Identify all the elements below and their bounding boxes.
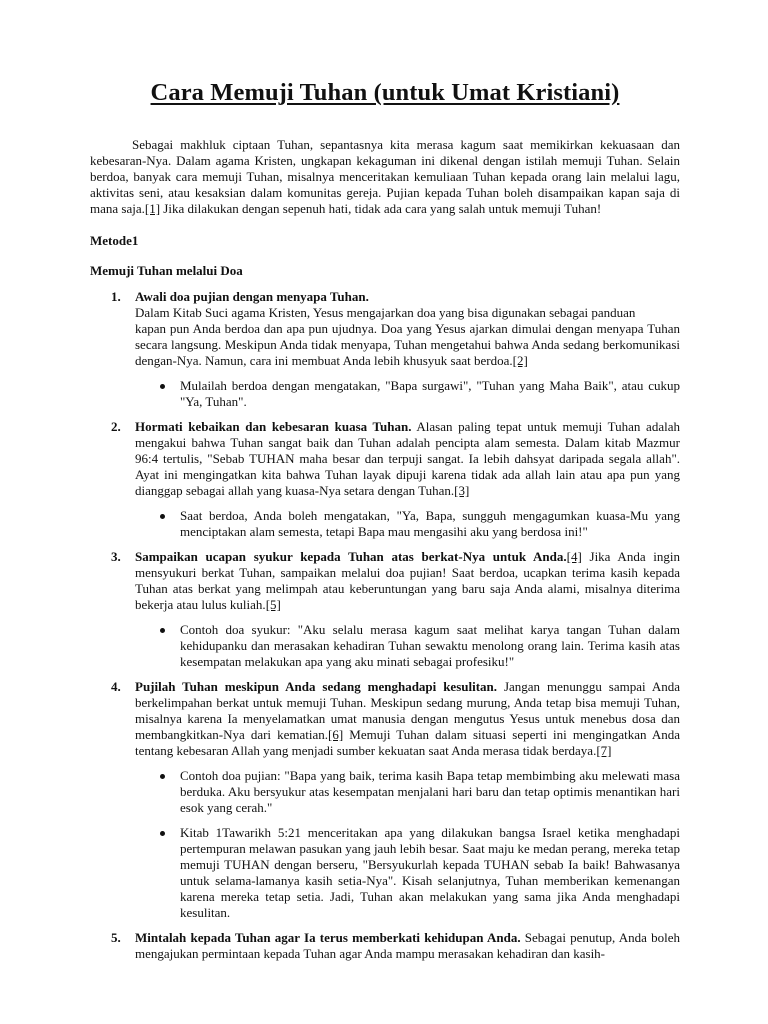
- bullet-icon: [160, 774, 165, 779]
- footnote-ref-2[interactable]: [2]: [512, 353, 528, 368]
- step-heading: Sampaikan ucapan syukur kepada Tuhan atas berkat-Nya untuk Anda.: [135, 549, 567, 564]
- footnote-ref-5[interactable]: [5]: [265, 597, 281, 612]
- step-body: Alasan paling tepat untuk memuji Tuhan adalah mengakui bahwa Tuhan sangat baik dan Tuhan adalah pencipta alam semesta. Dalam kitab Mazmur 96:4 tertulis, "Sebab TUHAN maha besar dan terpuji sangat. Ia lebih dahsyat daripada segala allah". Ayat ini mengingatkan kita bahwa Tuhan layak dipuji karena tidak ada allah lain atau apa pun yang dianggap sebagai allah yang kuasa-Nya setara dengan Tuhan.: [135, 419, 680, 498]
- bullet-icon: [160, 384, 165, 389]
- step-line: Tuhan secara langsung. Meskipun Anda tidak menyapa, Tuhan mengetahui bahwa Anda sedang: [135, 321, 680, 352]
- bullet-text: Saat berdoa, Anda boleh mengatakan, "Ya, Bapa, sungguh mengagumkan kuasa-Mu yang menciptakan alam semesta, tetapi Bapa mau mengasihi aku yang berdosa ini!": [180, 508, 680, 539]
- step-heading: Pujilah Tuhan meskipun Anda sedang menghadapi kesulitan.: [135, 679, 498, 694]
- step-heading: Mintalah kepada Tuhan agar Ia terus memberkati kehidupan Anda.: [135, 930, 521, 945]
- step-item: [90, 419, 680, 540]
- step-number: 1.: [111, 289, 121, 304]
- bullet-item: [135, 768, 680, 816]
- bullet-item: [135, 622, 680, 670]
- step-item: [90, 549, 680, 670]
- bullet-text: Contoh doa syukur: "Aku selalu merasa kagum saat melihat karya tangan Tuhan dalam kehidupanku dan merasakan kehadiran Tuhan sewaktu menolong orang lain. Terima kasih atas kesempatan melakukan apa yang aku minati sebagai profesiku!": [180, 622, 680, 669]
- bullet-text: Contoh doa pujian: "Bapa yang baik, terima kasih Bapa tetap membimbing aku melewati masa berduka. Aku bersyukur atas kesempatan menjalani hari baru dan tetap optimis menantikan hari esok yang cerah.": [180, 768, 680, 815]
- sub-list: [135, 768, 680, 921]
- bullet-text: Kitab 1Tawarikh 5:21 menceritakan apa yang dilakukan bangsa Israel ketika menghadapi pertempuran melawan pasukan yang jauh lebih besar. Saat maju ke medan perang, mereka tetap memuji TUHAN dengan berseru, "Bersyukurlah kepada TUHAN sebab Ia baik! Bahwasanya untuk selama-lamanya kasih setia-Nya". Kisah selanjutnya, Tuhan memberikan kemenangan karena mereka tetap setia. Jadi, Tuhan akan melakukan yang sama jika Anda menghadapi kesulitan.: [180, 825, 680, 920]
- bullet-text: Mulailah berdoa dengan mengatakan, "Bapa surgawi", "Tuhan yang Maha Baik", atau cukup "Ya, Tuhan".: [180, 378, 680, 409]
- step-heading: Awali doa pujian dengan menyapa Tuhan.: [135, 289, 369, 304]
- step-item: [90, 930, 680, 962]
- step-text: [135, 930, 680, 962]
- sub-list: [135, 622, 680, 670]
- footnote-ref-1[interactable]: [1]: [144, 201, 161, 216]
- sub-list: [135, 508, 680, 540]
- step-body-cont: Memuji Tuhan dalam situasi seperti ini mengingatkan Anda tentang kebesaran Allah yang menjadi sumber kekuatan saat Anda merasa tidak berdaya.: [135, 727, 680, 758]
- step-number: 2.: [111, 419, 121, 434]
- intro-paragraph: [90, 137, 680, 217]
- bullet-item: [135, 508, 680, 540]
- part-heading: Memuji Tuhan melalui Doa: [90, 263, 243, 278]
- step-body: Jangan menunggu sampai Anda berkelimpahan berkat untuk memuji Tuhan. Meskipun sedang murung, Anda tetap bisa memuji Tuhan, misalnya karena Ia menyelamatkan umat manusia dengan mengutus Yesus untuk menebus dosa dan membangkitkan-Nya dari kematian.: [135, 679, 680, 742]
- bullet-item: [135, 825, 680, 921]
- step-body: Sebagai penutup, Anda boleh mengajukan permintaan kepada Tuhan agar Anda mampu merasakan kehadiran dan kasih-: [135, 930, 680, 961]
- sub-list: [135, 378, 680, 410]
- page-title: Cara Memuji Tuhan (untuk Umat Kristiani): [150, 79, 620, 106]
- footnote-ref-7[interactable]: [7]: [596, 743, 612, 758]
- method-heading: Metode1: [90, 233, 139, 248]
- bullet-icon: [160, 628, 165, 633]
- step-line: kapan pun Anda berdoa dan apa pun ujudnya. Doa yang Yesus ajarkan dimulai dengan menyapa: [135, 321, 648, 336]
- footnote-ref-3[interactable]: [3]: [454, 483, 470, 498]
- step-item: [90, 679, 680, 921]
- bullet-icon: [160, 831, 165, 836]
- document-page: [90, 0, 680, 971]
- footnote-ref-4[interactable]: [4]: [566, 549, 582, 564]
- step-number: 4.: [111, 679, 121, 694]
- bullet-icon: [160, 514, 165, 519]
- step-text: [135, 289, 680, 369]
- intro-text-end: Jika dilakukan dengan sepenuh hati, tidak ada cara yang salah untuk memuji Tuhan!: [160, 201, 602, 216]
- step-text: [135, 419, 680, 499]
- step-text: [135, 549, 680, 613]
- bullet-item: [135, 378, 680, 410]
- step-heading: Hormati kebaikan dan kebesaran kuasa Tuhan.: [135, 419, 412, 434]
- footnote-ref-6[interactable]: [6]: [328, 727, 344, 742]
- step-text: [135, 679, 680, 759]
- step-line: berkomunikasi dengan-Nya. Namun, cara ini membuat Anda lebih khusyuk saat berdoa.: [135, 337, 680, 368]
- intro-text: Sebagai makhluk ciptaan Tuhan, sepantasnya kita merasa kagum saat memikirkan kekuasaan dan kebesaran-Nya. Dalam agama Kristen, ungkapan kekaguman ini dikenal dengan istilah memuji Tuhan. Selain berdoa, banyak cara memuji Tuhan, misalnya menceritakan kemuliaan Tuhan kepada orang lain melalui lagu, aktivitas seni, atau kesaksian dalam komunitas gereja. Pujian kepada Tuhan boleh disampaikan kapan saja di mana saja.: [90, 137, 680, 216]
- step-line: Dalam Kitab Suci agama Kristen, Yesus mengajarkan doa yang bisa digunakan sebagai panduan: [135, 305, 636, 320]
- step-number: 3.: [111, 549, 121, 564]
- steps-list: [90, 289, 680, 962]
- step-body: Jika Anda ingin mensyukuri berkat Tuhan, sampaikan melalui doa pujian! Saat berdoa, ucapkan terima kasih kepada Tuhan atas berkat yang melimpah atau keberuntungan yang baru saja Anda alami, misalnya diterima bekerja atau lulus kuliah.: [135, 549, 681, 612]
- step-number: 5.: [111, 930, 121, 945]
- step-item: [90, 289, 680, 410]
